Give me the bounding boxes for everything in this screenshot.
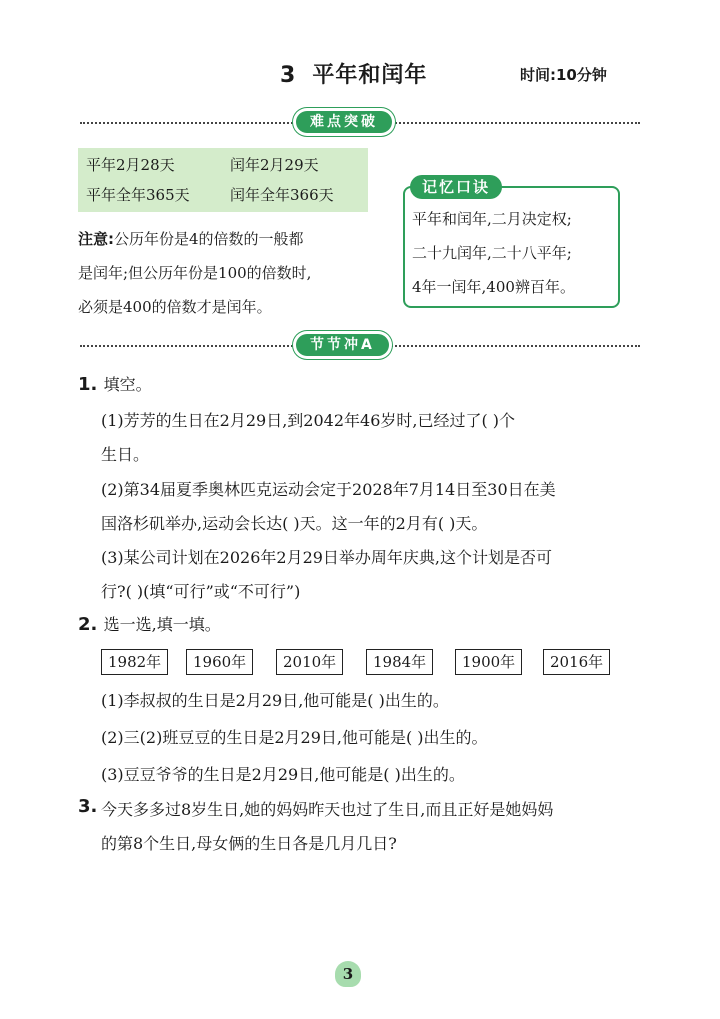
question-3-number: 3.	[78, 796, 98, 817]
year-option: 2016年	[543, 649, 610, 675]
q3-line1: 今天多多过8岁生日,她的妈妈昨天也过了生日,而且正好是她妈妈	[101, 800, 554, 819]
title-row	[0, 58, 720, 94]
note-line-1	[78, 222, 304, 256]
q2-part2: (2)三(2)班豆豆的生日是2月29日,他可能是( )出生的。	[101, 728, 488, 747]
lesson-title: 平年和闰年	[312, 63, 428, 88]
section-label-practice: 节节冲A	[296, 334, 389, 356]
lesson-number: 3	[280, 63, 297, 88]
q1-part2-line1: (2)第34届夏季奥林匹克运动会定于2028年7月14日至30日在美	[101, 480, 556, 499]
q3-line2: 的第8个生日,母女俩的生日各是几月几日?	[101, 834, 397, 853]
question-1-title: 填空。	[103, 375, 152, 394]
memory-line-1: 平年和闰年,二月决定权;	[412, 210, 572, 228]
leap-year-facts	[222, 148, 368, 212]
note-line-3: 必须是400的倍数才是闰年。	[78, 298, 272, 316]
q2-part3: (3)豆豆爷爷的生日是2月29日,他可能是( )出生的。	[101, 765, 465, 784]
page-number: 3	[335, 961, 361, 987]
common-year-total: 平年全年365天	[86, 186, 190, 204]
question-2-title: 选一选,填一填。	[103, 615, 221, 634]
common-year-facts	[78, 148, 224, 212]
section-label-difficulty: 难点突破	[296, 111, 392, 133]
year-option: 1982年	[101, 649, 168, 675]
year-option: 1984年	[366, 649, 433, 675]
year-option: 2010年	[276, 649, 343, 675]
question-1-heading	[78, 372, 152, 395]
page-title	[280, 58, 427, 89]
q1-part1-line2: 生日。	[101, 445, 150, 464]
question-2-number: 2.	[78, 614, 98, 635]
question-2-heading	[78, 612, 221, 635]
memory-line-2: 二十九闰年,二十八平年;	[412, 244, 572, 262]
leap-year-total: 闰年全年366天	[230, 186, 334, 204]
question-1-number: 1.	[78, 374, 98, 395]
q2-part1: (1)李叔叔的生日是2月29日,他可能是( )出生的。	[101, 691, 449, 710]
year-option: 1960年	[186, 649, 253, 675]
time-limit: 时间:10分钟	[520, 66, 607, 84]
q1-part2-line2: 国洛杉矶举办,运动会长达( )天。这一年的2月有( )天。	[101, 514, 488, 533]
note-text-1: 公历年份是4的倍数的一般都	[114, 230, 304, 248]
q1-part3-line2: 行?( )(填“可行”或“不可行”)	[101, 582, 301, 601]
memory-title: 记忆口诀	[410, 175, 502, 199]
note-line-2: 是闰年;但公历年份是100的倍数时,	[78, 264, 312, 282]
leap-year-feb: 闰年2月29天	[230, 156, 319, 174]
q1-part3-line1: (3)某公司计划在2026年2月29日举办周年庆典,这个计划是否可	[101, 548, 553, 567]
memory-line-3: 4年一闰年,400辨百年。	[412, 278, 575, 296]
year-option: 1900年	[455, 649, 522, 675]
q1-part1-line1: (1)芳芳的生日在2月29日,到2042年46岁时,已经过了( )个	[101, 411, 516, 430]
note-label: 注意:	[78, 230, 114, 248]
common-year-feb: 平年2月28天	[86, 156, 175, 174]
